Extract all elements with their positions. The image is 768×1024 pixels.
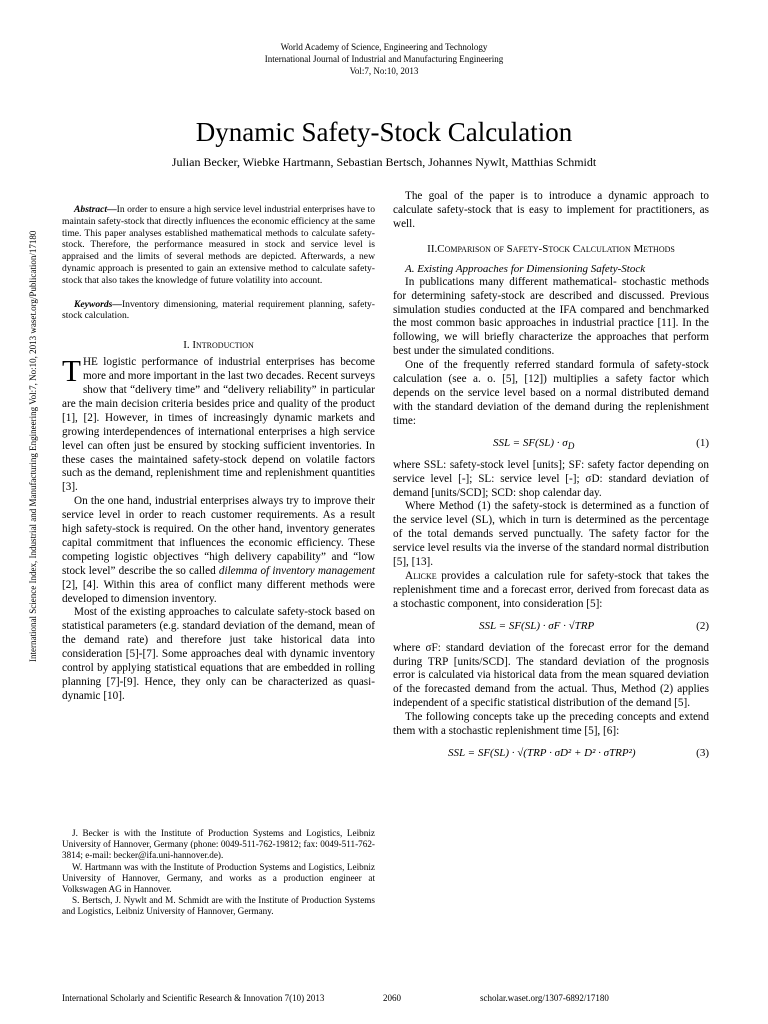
equation-1 <box>393 429 709 459</box>
section-2-heading: II.Comparison of Safety-Stock Calculation Methods <box>427 242 675 255</box>
footnote-1: J. Becker is with the Institute of Production Systems and Logistics, Leibniz University of Hannover, Germany (phone: 0049-511-762-19812; fax: 0049-511-762- 3814; e-mail: becker@ifa.uni-hannover.de). <box>62 828 375 861</box>
author-alicke: Alicke <box>405 569 437 582</box>
equation-2 <box>393 612 709 642</box>
subsection-a-heading: A. Existing Approaches for Dimensioning Safety-Stock <box>405 262 646 275</box>
dilemma-term: dilemma of inventory management <box>218 564 375 577</box>
methods-paragraph-1: In publications many different mathematical- stochastic methods for determining safety-stock are described and discussed. Previous simulation studies conducted at the IFA compared and benchmarked the most common basic approaches in industrial practice [11]. In the following, we will briefly characterize the approaches that perform best under the simulated conditions. <box>393 275 709 358</box>
intro-paragraph-1: THE logistic performance of industrial enterprises has become more and more important in the last two decades. Recent surveys show that “delivery time” and “delivery reliability” in particular are the main decision criteria besides price and quality of the product [1], [2]. However, in times of increasingly dynamic markets and growing interdependences of international enterprises a high service level can often just be ensured by stocking sufficient inventories. In these cases the maintained safety-stock depend on volatile factors such as the demand, replenishment time and replenishment quantities [3]. <box>62 353 375 494</box>
methods-paragraph-4: Where Method (1) the safety-stock is determined as a function of the service level (SL), which in turn is determined as the percentage of the total demands served punctually. The safety factor for the service level results via the inverse of the standard normal distribution [5], [13]. <box>393 500 709 569</box>
equation-1-formula: SSL = SF(SL) · σ <box>493 436 568 449</box>
intro-paragraph-3: Most of the existing approaches to calculate safety-stock based on statistical parameters (e.g. standard deviation of the demand, mean of the demand rate) and therefore just take historical data into consideration [5]-[7]. Some approaches deal with dynamic inventory control by applying statistical equations that are embedded in rolling planning [7]-[9]. Hence, they only can be characterized as quasi-dynamic [10]. <box>62 606 375 702</box>
keywords-text: Inventory dimensioning, material requirement planning, safety-stock calculation. <box>62 298 375 322</box>
equation-3-number: (3) <box>696 747 709 759</box>
side-citation: International Science Index, Industrial and Manufacturing Engineering Vol:7, No:10, 2013 waset.org/Publication/17180 <box>28 230 38 662</box>
left-column <box>62 190 375 704</box>
paper-title: Dynamic Safety-Stock Calculation <box>195 117 573 147</box>
equation-2-legend: where σF: standard deviation of the forecast error for the demand during TRP [units/SCD]. The standard deviation of the prognosis error is calculated via historical data from the mean squared deviation of the forecasted demand from the actual. Thus, Method (2) applies independent of a specific statistical distribution of the demand [5]. <box>393 641 709 710</box>
abstract-label: Abstract <box>74 204 108 215</box>
equation-3-formula: SSL = SF(SL) · √(TRP · σD² + D² · σTRP²) <box>448 747 636 759</box>
footnotes <box>62 828 375 918</box>
drop-cap: T <box>62 353 81 389</box>
section-2-title: Comparison of Safety-Stock Calculation Methods <box>437 242 675 255</box>
keywords-label: Keywords <box>74 298 113 310</box>
methods-paragraph-5: Alicke provides a calculation rule for safety-stock that takes the replenishment time and a forecast error, derived from forecast data as a stochastic component, into consideration [5]: <box>393 569 709 610</box>
footer-citation: International Scholarly and Scientific Research & Innovation 7(10) 2013 <box>62 993 325 1003</box>
footer-url: scholar.waset.org/1307-6892/17180 <box>480 993 609 1003</box>
equation-1-legend: where SSL: safety-stock level [units]; SF: safety factor depending on service level [-]; SL: service level [-]; σD: standard deviation of demand [units/SCD]; SCD: shop calendar day. <box>393 458 709 499</box>
section-1-title: Introduction <box>192 339 254 352</box>
equation-1-number: (1) <box>696 436 709 449</box>
abstract: Abstract—In order to ensure a high service level industrial enterprises have to maintain safety-stock that directly influences the economic efficiency at the same time. This paper analyses established mathematical methods to calculate safety-stock. Therefore, the performance measured in stock and service level is appraised and the limits of several methods are depicted. Afterwards, a new dynamic approach is presented to gain an extensive method to calculate safety-stock that also takes the knowledge of future volatility into account. <box>62 204 375 286</box>
keywords: Keywords—Inventory dimensioning, material requirement planning, safety-stock calculation. <box>62 298 375 322</box>
footnote-3: S. Bertsch, J. Nywlt and M. Schmidt are with the Institute of Production Systems and Logistics, Leibniz University of Hannover, Germany. <box>62 895 375 917</box>
equation-1-subscript: D <box>567 440 575 451</box>
intro-paragraph-2: On the one hand, industrial enterprises always try to improve their service level in order to reach customer requirements. As a result high safety-stock is required. On the other hand, inventory generates capital commitment that influences the economic efficiency. These competing logistic objectives “high delivery capability” and “low stock level” describe the so called dilemma of inventory management [2], [4]. Within this area of conflict many different methods were developed to dimension inventory. <box>62 495 375 605</box>
equation-2-number: (2) <box>696 619 709 632</box>
equation-3 <box>393 739 709 769</box>
methods-paragraph-2: One of the frequently referred standard formula of safety-stock calculation (see a. o. [5], [12]) multiplies a safety factor which depends on the service level based on a normal distributed demand with the standard deviation of the demand during the replenishment time: <box>393 359 709 427</box>
goal-paragraph: The goal of the paper is to introduce a dynamic approach to calculate safety-stock that is easy to implement for practitioners, as well. <box>393 190 709 230</box>
equation-2-formula: SSL = SF(SL) · σF · √TRP <box>479 619 595 632</box>
section-1-heading: I. Introduction <box>183 339 254 352</box>
page-number: 2060 <box>383 993 401 1003</box>
abstract-text: In order to ensure a high service level industrial enterprises have to maintain safety-stock that directly influences the economic efficiency at the same time. This paper analyses established mathematical methods to calculate safety-stock. Therefore, the performance measured in stock and service level is appraised and the limits of several methods are depicted. Afterwards, a new dynamic approach is presented to gain an extensive method to calculate safety-stock that also takes the knowledge of future volatility into account. <box>62 204 375 286</box>
footnote-2: W. Hartmann was with the Institute of Production Systems and Logistics, Leibniz University of Hannover, Germany, and works as a production engineer at Volkswagen AG in Hannover. <box>62 861 375 895</box>
right-column <box>393 190 709 769</box>
methods-paragraph-7: The following concepts take up the preceding concepts and extend them with a stochastic replenishment time [5], [6]: <box>393 711 709 738</box>
author-list: Julian Becker, Wiebke Hartmann, Sebastian Bertsch, Johannes Nywlt, Matthias Schmidt <box>171 155 597 169</box>
journal-header-line3: Vol:7, No:10, 2013 <box>349 66 419 76</box>
journal-header-line1: World Academy of Science, Engineering and Technology <box>280 42 488 52</box>
journal-header-line2: International Journal of Industrial and Manufacturing Engineering <box>264 54 504 64</box>
